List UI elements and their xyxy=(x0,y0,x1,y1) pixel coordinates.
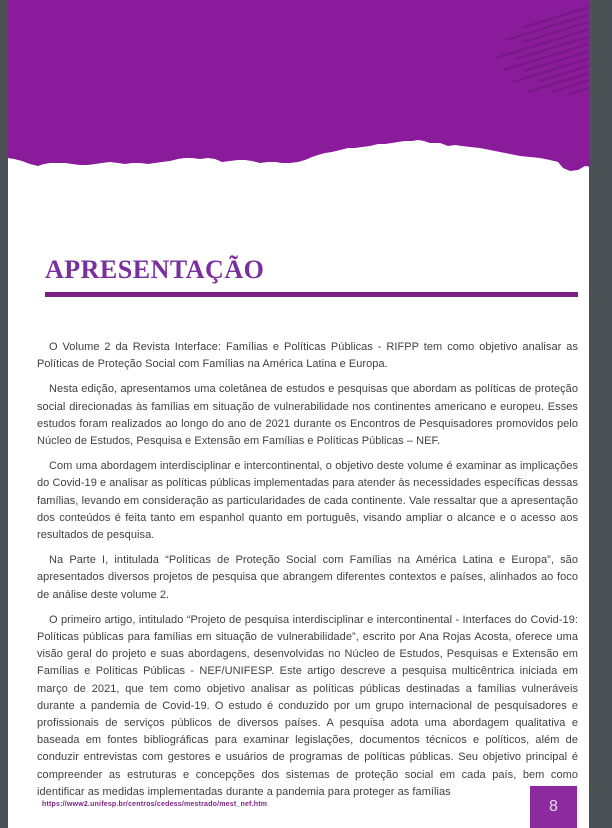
page-title: APRESENTAÇÃO xyxy=(45,255,265,284)
viewer-edge-right xyxy=(589,0,612,828)
viewer-edge-left xyxy=(0,0,8,828)
body-text xyxy=(37,339,578,801)
paragraph-4: Na Parte I, intitulada “Políticas de Proteção Social com Famílias na América Latina e Europa”, são apresentados diversos projetos de pesquisa que abrangem diferentes contextos e países, alinhados ao foco de análise deste volume 2. xyxy=(37,554,578,601)
page-number: 8 xyxy=(549,798,558,815)
banner-shape xyxy=(0,0,612,185)
paragraph-3: Com uma abordagem interdisciplinar e intercontinental, o objetivo deste volume é examinar as implicações do Covid-19 e analisar as políticas públicas implementadas para atender às necessidades específicas dessas famílias, levando em consideração as particularidades de cada continente. Vale ressaltar que a apresentação dos conteúdos é feita tanto em espanhol quanto em português, visando ampliar o alcance e o acesso aos resultados de pesquisa. xyxy=(37,460,578,542)
title-underline-rule xyxy=(45,292,578,297)
header-banner xyxy=(0,0,612,185)
paragraph-5: O primeiro artigo, intitulado “Projeto de pesquisa interdisciplinar e intercontinental - Interfaces do Covid-19: Políticas públicas para famílias em situação de vulnerabilidade”, escrito por Ana Rojas Acosta, oferece uma visão geral do projeto e suas abordagens, desenvolvidas no Núcleo de Estudos, Pesquisas e Extensão em Famílias e Políticas Públicas - NEF/UNIFESP. Este artigo descreve a pesquisa multicêntrica iniciada em março de 2021, que tem como objetivo analisar as políticas públicas destinadas a famílias vulneráveis durante a pandemia de Covid-19. O estudo é conduzido por um grupo internacional de pesquisadores e profissionais de serviços públicos de diversos países. A pesquisa adota uma abordagem qualitativa e baseada em fontes bibliográficas para examinar legislações, documentos técnicos e políticos, além de conduzir entrevistas com gestores e usuários de programas de políticas públicas. Seu objetivo principal é compreender as estruturas e concepções dos sistemas de proteção social em cada país, bem como identificar as medidas implementadas durante a pandemia para proteger as famílias xyxy=(37,613,578,798)
page-content xyxy=(37,255,578,809)
paragraph-1: O Volume 2 da Revista Interface: Famílias e Políticas Públicas - RIFPP tem como objetivo analisar as Políticas de Proteção Social com Famílias na América Latina e Europa. xyxy=(37,341,578,371)
paragraph-2: Nesta edição, apresentamos uma coletânea de estudos e pesquisas que abordam as políticas de proteção social direcionadas às famílias em situação de vulnerabilidade nos continentes americano e europeu. Esses estudos foram realizados ao longo do ano de 2021 durante os Encontros de Pesquisadores promovidos pelo Núcleo de Estudos, Pesquisa e Extensão em Famílias e Políticas Públicas – NEF. xyxy=(37,383,578,448)
page-number-box xyxy=(530,786,577,828)
footer-url: https://www2.unifesp.br/centros/cedess/mestrado/mest_nef.htm xyxy=(42,801,268,808)
